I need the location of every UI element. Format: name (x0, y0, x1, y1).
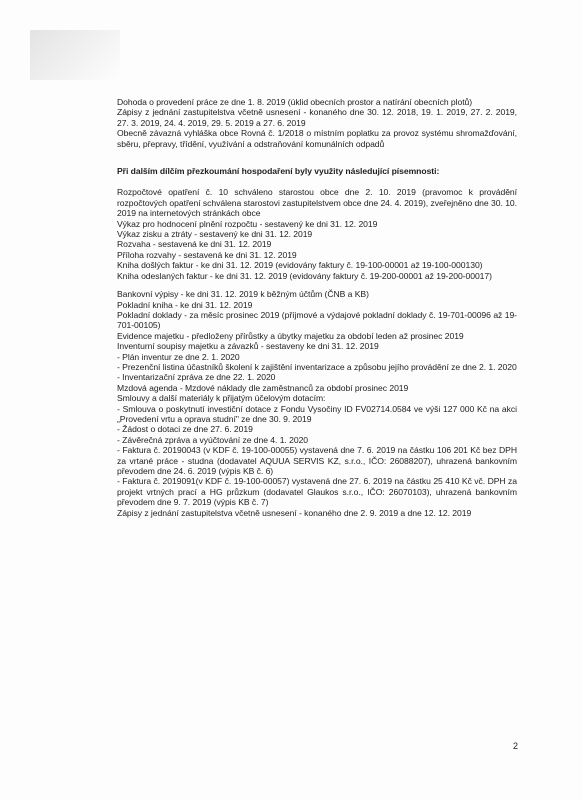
document-item: - Plán inventur ze dne 2. 1. 2020 (117, 351, 240, 362)
documents-list-1 (117, 187, 517, 281)
document-item: Výkaz pro hodnocení plnění rozpočtu - sestavený ke dni 31. 12. 2019 (117, 218, 378, 229)
document-item: - Prezenční listina účastníků školení k zajištění inventarizace a způsobu jejího provádění ze dne 2. 1. 2020 (117, 361, 517, 372)
intro-list (117, 97, 517, 149)
document-item: Příloha rozvahy - sestavená ke dni 31. 12. 2019 (117, 249, 297, 260)
document-item: Rozpočtové opatření č. 10 schváleno starostou obce dne 2. 10. 2019 (pravomoc k provádění rozpočtových opatření schválena starostovi zastupitelstvem obce dne 24. 4. 2019), zveřejněno dne 30. 10. 2019 na internetových stránkách obce (117, 187, 517, 219)
spacer (117, 281, 517, 289)
document-item: Výkaz zisku a ztráty - sestavený ke dni 31. 12. 2019 (117, 229, 313, 240)
document-item: Kniha došlých faktur - ke dni 31. 12. 2019 (evidovány faktury č. 19-100-00001 až 19-100-000130) (117, 260, 483, 271)
document-item: Evidence majetku - předloženy přírůstky a úbytky majetku za období leden až prosinec 2019 (117, 330, 464, 341)
document-item: Rozvaha - sestavená ke dni 31. 12. 2019 (117, 239, 272, 250)
document-item: Bankovní výpisy - ke dni 31. 12. 2019 k běžným účtům (ČNB a KB) (117, 289, 369, 300)
document-item: Zápisy z jednání zastupitelstva včetně usnesení - konaného dne 2. 9. 2019 a dne 12. 12. 2019 (117, 507, 472, 518)
document-item: Kniha odeslaných faktur - ke dni 31. 12. 2019 (evidovány faktury č. 19-200-00001 až 19-200-00017) (117, 270, 492, 281)
scan-shadow (30, 30, 120, 80)
document-item: Inventurní soupisy majetku a závazků - sestaveny ke dni 31. 12. 2019 (117, 341, 379, 352)
intro-item: Dohoda o provedení práce ze dne 1. 8. 2019 (úklid obecních prostor a natírání obecních plotů) (117, 97, 473, 107)
document-item: - Faktura č. 20190043 (v KDF č. 19-100-00055) vystavená dne 7. 6. 2019 na částku 106 201 Kč bez DPH za vrtané práce - studna (dodavatel AQUUA SERVIS KZ, s.r.o., IČO: 26088207), uhrazená bankovním převodem dne 24. 6. 2019 (výpis KB č. 6) (117, 445, 517, 476)
document-item: - Závěrečná zpráva a vyúčtování ze dne 4. 1. 2020 (117, 434, 309, 445)
document-item: Pokladní kniha - ke dni 31. 12. 2019 (117, 299, 253, 310)
document-item: Mzdová agenda - Mzdové náklady dle zaměstnanců za období prosinec 2019 (117, 382, 409, 393)
document-body (117, 97, 517, 518)
intro-item: Zápisy z jednání zastupitelstva včetně usnesení - konaného dne 30. 12. 2018, 19. 1. 2019, 27. 2. 2019, 27. 3. 2019, 24. 4. 2019, 29. 5. 2019 a 27. 6. 2019 (117, 107, 517, 128)
document-item: Smlouvy a další materiály k přijatým účelovým dotacím: (117, 393, 326, 404)
document-item: - Smlouva o poskytnutí investiční dotace z Fondu Vysočiny ID FV02714.0584 ve výši 127 000 Kč na akci „Provedení vrtu a oprava studní" ze dne 30. 9. 2019 (117, 403, 517, 424)
document-item: - Žádost o dotaci ze dne 27. 6. 2019 (117, 424, 253, 435)
document-item: - Inventarizační zpráva ze dne 22. 1. 2020 (117, 372, 276, 383)
documents-list-2 (117, 289, 517, 518)
intro-item: Obecně závazná vyhláška obce Rovná č. 1/2018 o místním poplatku za provoz systému shromažďování, sběru, přepravy, třídění, využívání a odstraňování komunálních odpadů (117, 128, 517, 149)
document-item: - Faktura č. 2019091(v KDF č. 19-100-00057) vystavená dne 27. 6. 2019 na částku 25 410 Kč vč. DPH za projekt vrtných prací a HG průzkum (dodavatel Glaukos s.r.o., IČO: 26070103), uhrazená bankovním převodem dne 9. 7. 2019 (výpis KB č. 7) (117, 476, 517, 508)
page-number: 2 (513, 741, 519, 751)
document-item: Pokladní doklady - za měsíc prosinec 2019 (příjmové a výdajové pokladní doklady č. 19-701-00096 až 19-701-00105) (117, 309, 517, 331)
section-heading: Při dalším dílčím přezkoumání hospodaření byly využity následující písemnosti: (117, 166, 440, 177)
